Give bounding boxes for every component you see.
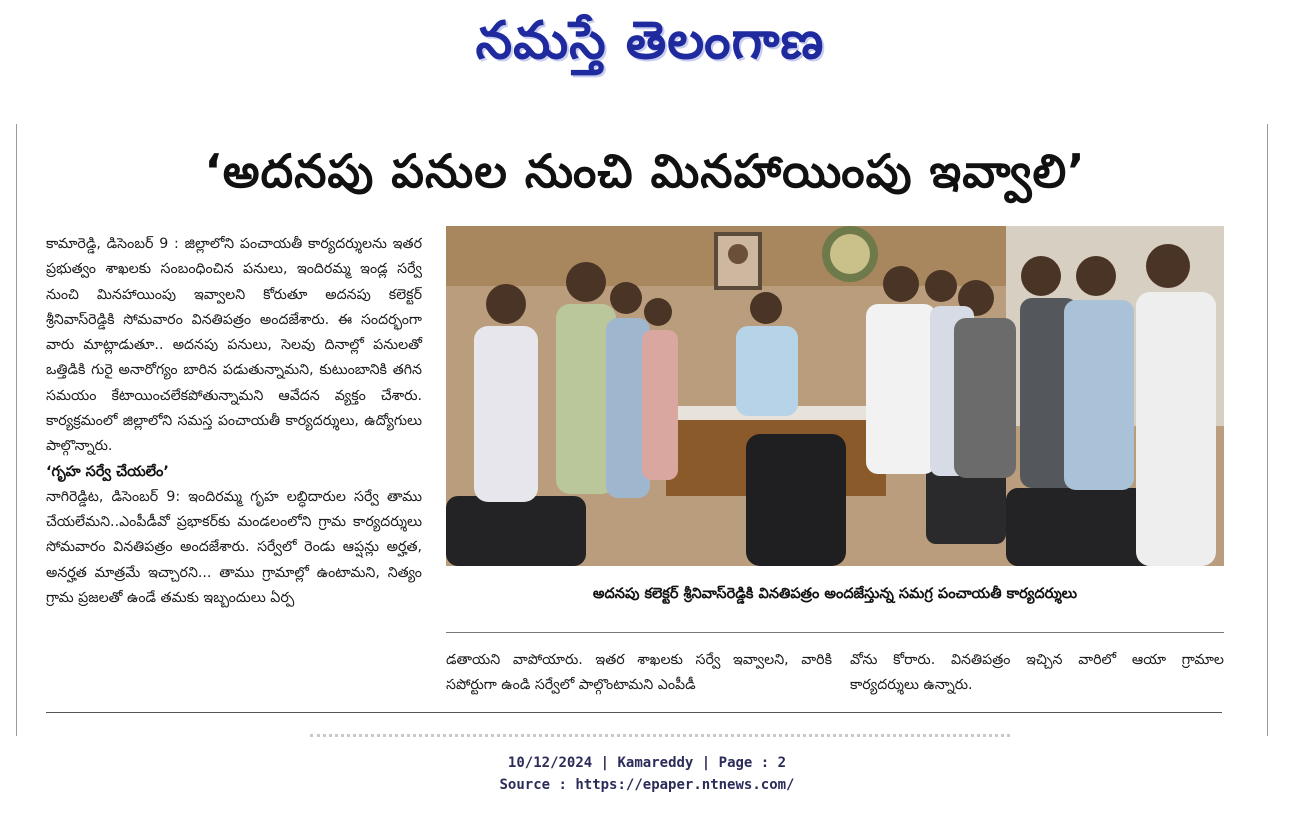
right-column: [850, 648, 1224, 699]
newspaper-logo: నమస్తే తెలంగాణ: [475, 10, 825, 71]
masthead: [0, 0, 1294, 80]
bottom-divider: [46, 712, 1222, 713]
article-subheading: ‘గృహ సర్వే చేయలేం’: [46, 463, 169, 480]
left-column: [46, 232, 422, 712]
caption-divider: [446, 632, 1224, 633]
footer: [0, 752, 1294, 796]
group-photo-illustration: [446, 226, 1224, 566]
clipping-cut-line: [310, 734, 1010, 741]
article-headline: ‘అదనపు పనుల నుంచి మినహాయింపు ఇవ్వాలి’: [204, 144, 1086, 198]
edition-info: 10/12/2024 | Kamareddy | Page : 2: [507, 755, 787, 771]
source-line: Source : https://epaper.ntnews.com/: [499, 777, 795, 793]
article-continuation-middle: డతాయని వాపోయారు. ఇతర శాఖలకు సర్వే ఇవ్వాలని, వారికి సపోర్టుగా ఉండి సర్వేలో పాల్గొంటామని ఎంపీడీ: [446, 652, 832, 694]
news-photo: [446, 226, 1224, 566]
article-continuation-right: వోను కోరారు. వినతిపత్రం ఇచ్చిన వారిలో ఆయా గ్రామాల కార్యదర్శులు ఉన్నారు.: [850, 652, 1224, 694]
photo-caption: అదనపు కలెక్టర్ శ్రీనివాస్‌రెడ్డికి వినతిపత్రం అందజేస్తున్న సమగ్ర పంచాయతీ కార్యదర్శులు: [592, 586, 1078, 602]
middle-column: [446, 648, 832, 699]
article-paragraph-1: కామారెడ్డి, డిసెంబర్ 9 : జిల్లాలోని పంచాయతీ కార్యదర్శులను ఇతర ప్రభుత్వం శాఖలకు సంబంధించిన పనులు, ఇందిరమ్మ ఇండ్ల సర్వే నుంచి మినహాయింపు ఇవ్వాలని కోరుతూ అదనపు కలెక్టర్ శ్రీనివాస్‌రెడ్డికి సోమవారం వినతిపత్రం అందజేశారు. ఈ సందర్భంగా వారు మాట్లాడుతూ.. అదనపు పనులు, సెలవు దినాల్లో పనులతో ఒత్తిడికి గురై అనారోగ్యం బారిన పడుతున్నామని, కుటుంబానికి తగిన సమయం కేటాయించలేకపోతున్నామని ఆవేదన వ్యక్తం చేశారు. కార్యక్రమంలో జిల్లాలోని సమస్త పంచాయతీ కార్యదర్శులు, ఉద్యోగులు పాల్గొన్నారు.: [46, 236, 422, 455]
article-paragraph-2: నాగిరెడ్డిట, డిసెంబర్ 9: ఇందిరమ్మ గృహ లబ్ధిదారుల సర్వే తాము చేయలేమని..ఎంపీడీవో ప్రభాకర్‌కు మండలంలోని గ్రామ కార్యదర్శులు సోమవారం వినతిపత్రం అందజేశారు. సర్వేలో రెండు ఆప్షన్లు అర్హత, అనర్హత మాత్రమే ఇచ్చారని... తాము గ్రామాల్లో ఉంటామని, నిత్యం గ్రామ ప్రజలతో ఉండే తమకు ఇబ్బందులు ఏర్ప: [46, 488, 422, 606]
